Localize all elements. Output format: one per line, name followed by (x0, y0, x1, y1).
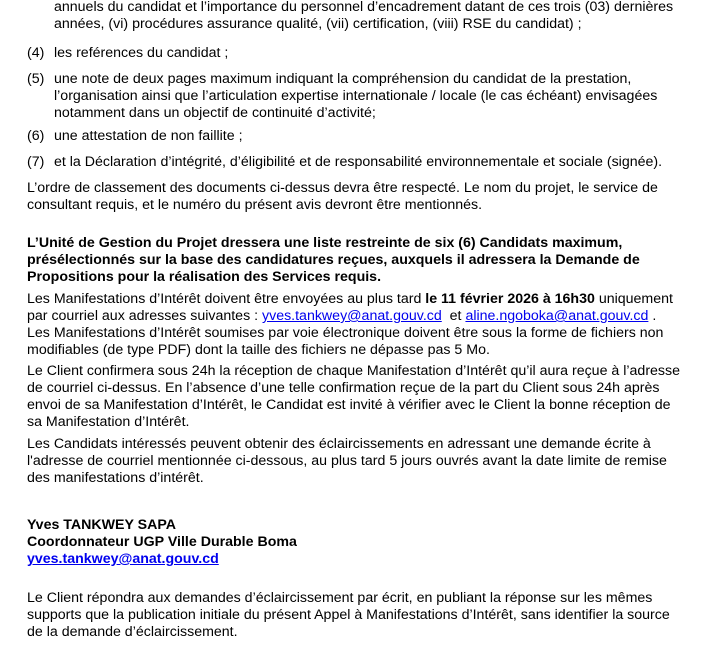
text-line: Le Client confirmera sous 24h la réception de chaque Manifestation d’Intérêt qu’il aura reçue à l’adresse (27, 363, 681, 379)
text-line: Les Manifestations d’Intérêt soumises par voie électronique doivent être sous la forme de fichiers non (27, 325, 664, 341)
text-run: . (648, 308, 657, 324)
text-line: notamment dans un objectif de continuité d’activité; (54, 105, 376, 121)
text-line: présélectionnés sur la base des candidatures reçues, auxquels il adressera la Demande de (27, 252, 640, 268)
text-line: L’Unité de Gestion du Projet dressera une liste restreinte de six (6) Candidats maximum, (27, 235, 623, 251)
order-note-paragraph (27, 180, 691, 214)
email-link-aline[interactable]: aline.ngoboka@anat.gouv.cd (465, 308, 649, 324)
text-line (27, 291, 691, 308)
text-line: des manifestations d’intérêt. (27, 470, 204, 486)
email-link-yves[interactable]: yves.tankwey@anat.gouv.cd (262, 308, 442, 324)
text-line: années, (vi) procédures assurance qualité, (vii) certification, (viii) RSE du candidat) ; (54, 16, 582, 32)
text-line: supports que la publication initiale du présent Appel à Manifestations d’Intérêt, sans identifier la source (27, 607, 670, 623)
shortlist-paragraph (27, 235, 691, 286)
text-line: consultant requis, et le numéro du présent avis devront être mentionnés. (27, 197, 483, 213)
text-line: sa Manifestation d’Intérêt. (27, 414, 190, 430)
list-number: (7) (27, 154, 45, 170)
text-line: de courriel ci-dessus. En l’absence d’une telle confirmation reçue de la part du Client sous 24h après (27, 380, 660, 396)
confirmation-paragraph (27, 363, 691, 431)
text-line: une attestation de non faillite ; (54, 128, 243, 144)
text-line: Propositions pour la réalisation des Services requis. (27, 269, 382, 285)
text-line: de la demande d’éclaircissement. (27, 624, 238, 640)
clarification-paragraph (27, 436, 691, 487)
text-line (27, 308, 691, 325)
text-line: l'adresse de courriel mentionnée ci-dessous, au plus tard 5 jours ouvrés avant la date limite de remise (27, 453, 667, 469)
list-number: (6) (27, 128, 45, 144)
list-number: (4) (27, 45, 45, 61)
continuation-paragraph (54, 0, 691, 33)
text-line: une note de deux pages maximum indiquant la compréhension du candidat de la prestation, (54, 71, 632, 87)
text-line: L’ordre de classement des documents ci-dessus devra être respecté. Le nom du projet, le service de (27, 180, 658, 196)
text-line: Le Client répondra aux demandes d’éclaircissement par écrit, en publiant la réponse sur les mêmes (27, 590, 653, 606)
signature-email-link[interactable]: yves.tankwey@anat.gouv.cd (27, 551, 219, 567)
list-number: (5) (27, 71, 45, 87)
text-line: l’organisation ainsi que l’articulation expertise internationale / locale (le cas échéant) envisagées (54, 88, 658, 104)
deadline-text: le 11 février 2026 à 16h30 (425, 291, 595, 307)
text-run: Les Manifestations d’Intérêt doivent être envoyées au plus tard (27, 291, 426, 307)
text-line: annuels du candidat et l’importance du personnel d’encadrement datant de ces trois (03) dernières (54, 0, 674, 15)
text-line (27, 551, 691, 568)
submission-paragraph (27, 291, 691, 359)
text-line: modifiables (de type PDF) dont la taille des fichiers ne dépasse pas 5 Mo. (27, 342, 490, 358)
text-run: par courriel aux adresses suivantes : (27, 308, 262, 324)
text-line: et la Déclaration d’intégrité, d’éligibilité et de responsabilité environnementale et sociale (signée). (54, 154, 663, 170)
closing-paragraph (27, 590, 691, 641)
text-line: Les Candidats intéressés peuvent obtenir des éclaircissements en adressant une demande écrite à (27, 436, 651, 452)
signatory-role: Coordonnateur UGP Ville Durable Boma (27, 534, 297, 550)
text-line: les reférences du candidat ; (54, 45, 229, 61)
signatory-name: Yves TANKWEY SAPA (27, 517, 177, 533)
text-line: envoi de sa Manifestation d’Intérêt, le Candidat est invité à vérifier avec le Client la bonne réception de (27, 397, 671, 413)
signature-block (27, 517, 691, 568)
text-run: uniquement (594, 291, 673, 307)
text-run: et (441, 308, 466, 324)
